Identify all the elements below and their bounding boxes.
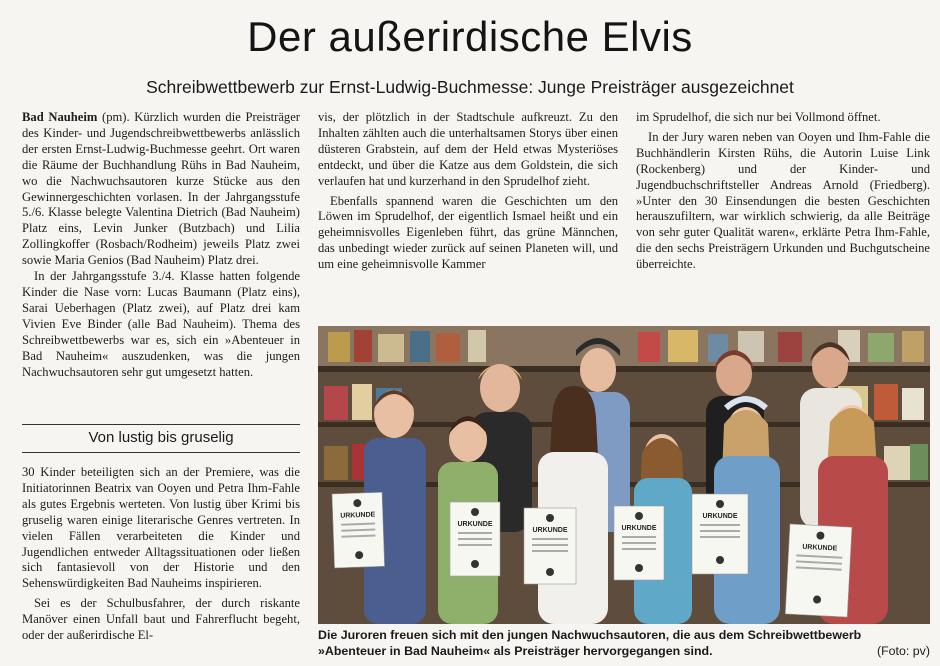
- column-3: [636, 110, 930, 273]
- crosshead-rule-top: [22, 424, 300, 425]
- column-1: [22, 110, 300, 380]
- certificate-label-3: URKUNDE: [532, 527, 568, 534]
- paragraph-5: vis, der plötzlich in der Stadtschule aufkreuzt. Zu den Inhalten zählten auch die unterhaltsamen Storys über einen düsteren Grabstein, auf dem der Held etwas Mysteriöses entdeckt, und über die Katze aus dem Goldstein, die sich verlaufen hat und kurzerhand in den Sprudelhof zieht.: [318, 110, 618, 188]
- paragraph-1-text: (pm). Kürzlich wurden die Preisträger des Kinder- und Jugendschreibwettbewerbs anlässlich der ersten Ernst-Ludwig-Buchmesse geehrt. Ort waren die Räume der Buchhandlung Rühs in Bad Nauheim, wo die Nachwuchsautoren kurze Stücke aus den Gewinnergeschichten vorlasen. In der Jahrgangsstufe 5./6. Klasse belegte Valentina Dietrich (Bad Nauheim) Platz eins, Levin Junker (Butzbach) und Lilia Zollingkoffer (Rosbach/Rodheim) jeweils Platz zwei sowie Maria Genios (Bad Nauheim) Platz drei.: [22, 110, 300, 268]
- certificate-label-6: URKUNDE: [802, 543, 838, 553]
- photo-caption: [318, 628, 930, 659]
- certificate-label-5: URKUNDE: [702, 513, 738, 520]
- certificate-label-2: URKUNDE: [457, 521, 493, 528]
- column-1-continued: [22, 465, 300, 644]
- paragraph-2: In der Jahrgangsstufe 3./4. Klasse hatten folgende Kinder die Nase vorn: Lucas Baumann (Platz eins), Sarai Ueberhagen (Platz zwei), auf Platz drei kam Vivien Eve Binder (alle Bad Nauheim). Thema des Schreibwettbewerbs war es, sich ein »Abenteuer in Bad Nauheim« auszudenken, was die jungen Nachwuchsautoren sehr gut umgesetzt hatten.: [22, 269, 300, 379]
- crosshead: Von lustig bis gruselig: [88, 429, 234, 446]
- column-2: [318, 110, 618, 273]
- certificate-label-4: URKUNDE: [621, 525, 657, 532]
- paragraph-4: Sei es der Schulbusfahrer, der durch riskante Manöver einen Unfall baut und Fahrerflucht begeht, oder der außerirdische El-: [22, 596, 300, 643]
- certificate-label-1: URKUNDE: [340, 511, 376, 520]
- caption-text: Die Juroren freuen sich mit den jungen Nachwuchsautoren, die aus dem Schreibwettbewerb »Abenteuer in Bad Nauheim« als Preisträger hervorgegangen sind.: [318, 628, 862, 658]
- paragraph-8: In der Jury waren neben van Ooyen und Ihm-Fahle die Buchhändlerin Kirsten Rühs, die Autorin Luise Link (Rockenberg) und der Kinder- und Jugendbuchschriftsteller Andreas Arnold (Friedberg). »Unter den 30 Einsendungen die besten Geschichten herauszufiltern, war wirklich schwierig, da alle Beiträge von sehr guter Qualität waren«, erklärte Petra Ihm-Fahle, die den sechs Preisträgern Urkunden und Buchgutscheine überreichte.: [636, 129, 930, 272]
- photo-illustration: [318, 326, 930, 624]
- paragraph-1: [22, 110, 300, 269]
- headline: Der außerirdische Elvis: [247, 13, 693, 60]
- paragraph-3: 30 Kinder beteiligten sich an der Premiere, was die Initiatorinnen Beatrix van Ooyen und Petra Ihm-Fahle als gutes Ergebnis werteten. Von lustig über Krimi bis gruselig waren einige literarische Genres vertreten. In vielen Fällen verarbeiteten die Kinder und Jugendlichen entweder Alltagssituationen oder ließen sich fantasievoll von der Historie und den Sehenswürdigkeiten Bad Nauheims inspirieren.: [22, 465, 300, 591]
- dateline: Bad Nauheim: [22, 110, 98, 124]
- subheadline: Schreibwettbewerb zur Ernst-Ludwig-Buchmesse: Junge Preisträger ausgezeichnet: [146, 77, 794, 97]
- group-photo: [318, 326, 930, 624]
- crosshead-rule-bottom: [22, 452, 300, 453]
- paragraph-7: im Sprudelhof, die sich nur bei Vollmond öffnet.: [636, 110, 881, 124]
- photo-credit: (Foto: pv): [876, 643, 930, 658]
- paragraph-6: Ebenfalls spannend waren die Geschichten um den Löwen im Sprudelhof, der eigentlich Ismael heißt und ein geheimnisvolles Eigenleben führt, das grüne Männchen, das unbedingt wieder zurück auf seinen Planeten will, und um eine geheimnisvolle Kammer: [318, 193, 618, 272]
